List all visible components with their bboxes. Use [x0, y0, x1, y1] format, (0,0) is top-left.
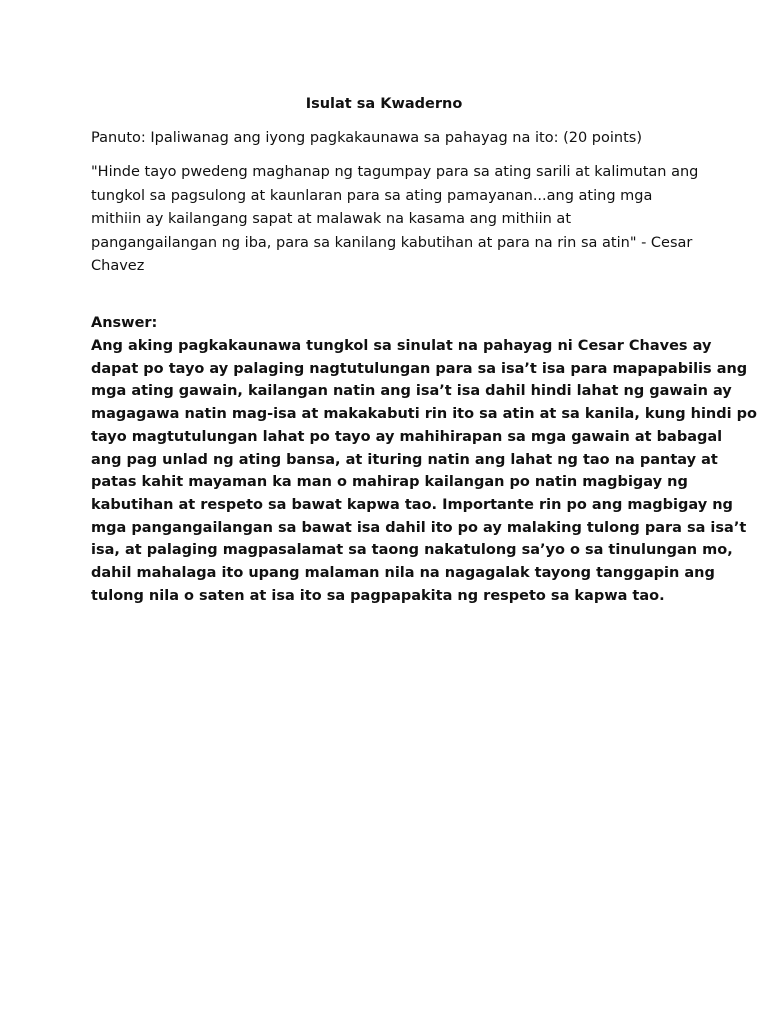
quote-line: mithiin ay kailangang sapat at malawak na kasama ang mithiin at: [91, 211, 572, 227]
instructions-text: Panuto: Ipaliwanag ang iyong pagkakaunawa sa pahayag na ito: (20 points): [91, 130, 642, 146]
answer-line: dahil mahalaga ito upang malaman nila na nagagalak tayong tanggapin ang: [91, 565, 715, 582]
quote-block: [91, 161, 699, 279]
answer-line: tulong nila o saten at isa ito sa pagpapakita ng respeto sa kapwa tao.: [91, 587, 665, 604]
page-title: Isulat sa Kwaderno: [305, 96, 463, 112]
answer-paragraph: [91, 335, 757, 607]
quote-line: pangangailangan ng iba, para sa kanilang kabutihan at para na rin sa atin" - Cesar: [91, 234, 693, 251]
answer-line: dapat po tayo ay palaging nagtutulungan para sa isa’t isa para mapapabilis ang: [91, 360, 748, 377]
answer-line: kabutihan at respeto sa bawat kapwa tao. Importante rin po ang magbigay ng: [91, 496, 733, 513]
answer-line: tayo magtutulungan lahat po tayo ay mahihirapan sa mga gawain at babagal: [91, 428, 723, 445]
answer-line: mga pangangailangan sa bawat isa dahil ito po ay malaking tulong para sa isa’t: [91, 519, 747, 536]
answer-line: mga ating gawain, kailangan natin ang isa’t isa dahil hindi lahat ng gawain ay: [91, 383, 732, 400]
quote-line: "Hinde tayo pwedeng maghanap ng tagumpay para sa ating sarili at kalimutan ang: [91, 164, 699, 180]
answer-line: magagawa natin mag-isa at makakabuti rin ito sa atin at sa kanila, kung hindi po: [91, 406, 757, 423]
answer-line: ang pag unlad ng ating bansa, at ituring natin ang lahat ng tao na pantay at: [91, 451, 718, 468]
quote-line: tungkol sa pagsulong at kaunlaran para sa ating pamayanan...ang ating mga: [91, 187, 653, 204]
answer-label: Answer:: [91, 315, 158, 331]
answer-line: Ang aking pagkakaunawa tungkol sa sinulat na pahayag ni Cesar Chaves ay: [91, 338, 712, 354]
answer-line: patas kahit mayaman ka man o mahirap kailangan po natin magbigay ng: [91, 474, 688, 491]
quote-line: Chavez: [91, 258, 145, 274]
answer-line: isa, at palaging magpasalamat sa taong nakatulong sa’yo o sa tinulungan mo,: [91, 542, 733, 559]
